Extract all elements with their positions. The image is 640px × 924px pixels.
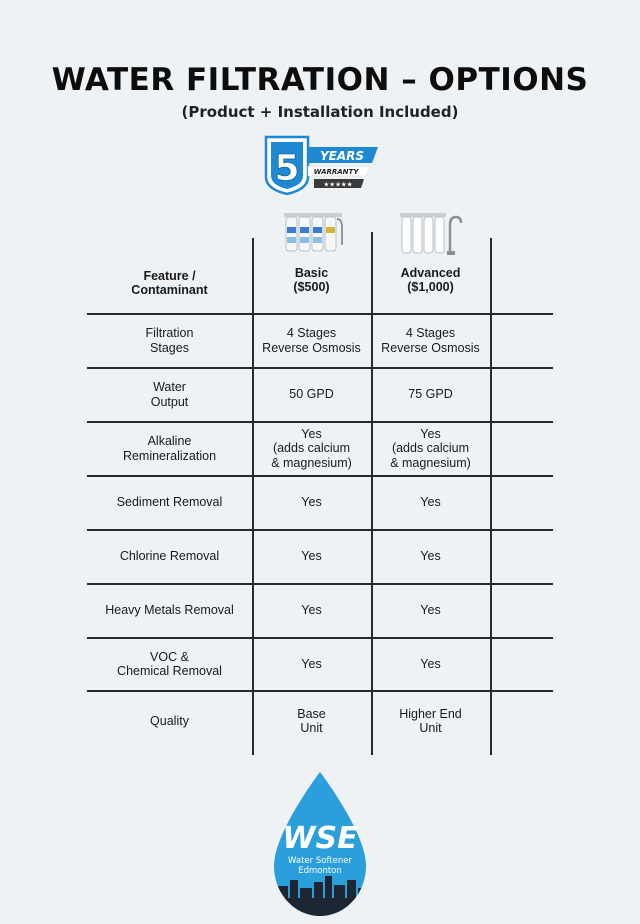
page-subtitle: (Product + Installation Included) <box>181 103 459 121</box>
row-basic: Yes (adds calcium & magnesium) <box>271 426 352 470</box>
row-advanced: 75 GPD <box>408 387 453 402</box>
badge-warranty: WARRANTY <box>313 168 359 176</box>
advanced-unit-image <box>398 207 464 261</box>
row-advanced: 4 Stages Reverse Osmosis <box>381 326 480 355</box>
row-feature: Heavy Metals Removal <box>105 603 234 618</box>
row-advanced: Yes (adds calcium & magnesium) <box>390 426 471 470</box>
row-feature: Chlorine Removal <box>119 549 220 564</box>
badge-years: YEARS <box>319 149 365 163</box>
row-advanced: Higher End Unit <box>399 706 462 735</box>
row-feature: VOC & Chemical Removal <box>117 649 222 678</box>
row-advanced: Yes <box>420 495 441 510</box>
logo-line2: Edmonton <box>298 866 342 876</box>
row-feature: Sediment Removal <box>116 495 223 510</box>
row-basic: Yes <box>301 495 322 510</box>
company-logo <box>268 770 372 920</box>
row-feature: Filtration Stages <box>145 326 194 355</box>
row-feature: Alkaline Remineralization <box>122 434 217 463</box>
header-feature: Feature / Contaminant <box>131 268 208 297</box>
row-basic: 4 Stages Reverse Osmosis <box>262 326 361 355</box>
row-feature: Quality <box>150 713 189 728</box>
row-feature: Water Output <box>150 380 189 409</box>
page-title: WATER FILTRATION – OPTIONS <box>51 62 589 98</box>
row-advanced: Yes <box>420 549 441 564</box>
header-basic: Basic ($500) <box>293 265 330 294</box>
row-basic: Yes <box>301 603 322 618</box>
row-advanced: Yes <box>420 603 441 618</box>
row-basic: Yes <box>301 549 322 564</box>
row-basic: Base Unit <box>297 706 326 735</box>
logo-line1: Water Softener <box>288 856 352 866</box>
badge-number: 5 <box>274 148 300 189</box>
logo-mark: WSE <box>282 821 358 856</box>
basic-unit-image <box>282 205 344 261</box>
header-advanced: Advanced ($1,000) <box>400 265 461 294</box>
badge-stars: ★★★★★ <box>323 180 353 189</box>
row-basic: 50 GPD <box>289 387 334 402</box>
row-basic: Yes <box>301 656 322 671</box>
divider <box>490 238 492 755</box>
row-advanced: Yes <box>420 656 441 671</box>
